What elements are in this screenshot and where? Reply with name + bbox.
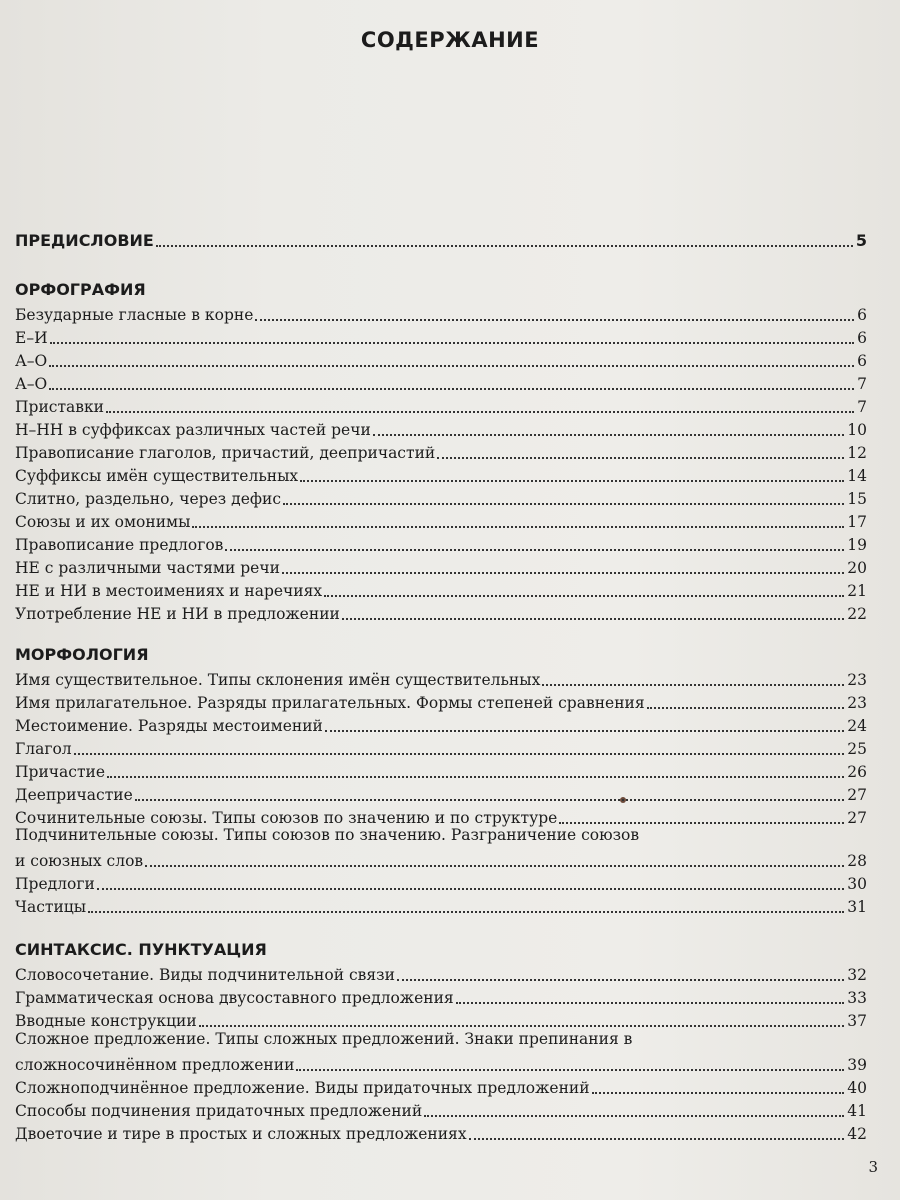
toc-entry[interactable]: сложносочинённом предложении 39 — [15, 1056, 867, 1074]
toc-entry[interactable]: Н–НН в суффиксах различных частей речи 10 — [15, 421, 867, 439]
toc-entry[interactable]: Предлоги 30 — [15, 875, 867, 893]
toc-entry[interactable]: А–О 6 — [15, 352, 867, 370]
toc-entry[interactable]: Правописание глаголов, причастий, деепричастий 12 — [15, 444, 867, 462]
toc-entry-line1: Подчинительные союзы. Типы союзов по значению. Разграничение союзов — [15, 826, 640, 844]
section-heading-orthography: ОРФОГРАФИЯ — [15, 280, 146, 299]
toc-entry[interactable]: НЕ и НИ в местоимениях и наречиях 21 — [15, 582, 867, 600]
toc-entry[interactable]: Безударные гласные в корне 6 — [15, 306, 867, 324]
toc-entry[interactable]: Е–И 6 — [15, 329, 867, 347]
toc-entry[interactable]: НЕ с различными частями речи 20 — [15, 559, 867, 577]
toc-entry[interactable]: Глагол 25 — [15, 740, 867, 758]
toc-entry-line1: Сложное предложение. Типы сложных предложений. Знаки препинания в — [15, 1030, 633, 1048]
toc-entry[interactable]: Местоимение. Разряды местоимений 24 — [15, 717, 867, 735]
toc-entry[interactable]: Причастие 26 — [15, 763, 867, 781]
toc-entry[interactable]: Употребление НЕ и НИ в предложении 22 — [15, 605, 867, 623]
toc-entry[interactable]: Имя существительное. Типы склонения имён существительных 23 — [15, 671, 867, 689]
toc-entry-preface[interactable]: ПРЕДИСЛОВИЕ 5 — [15, 231, 867, 250]
page-title: СОДЕРЖАНИЕ — [360, 28, 540, 52]
toc-entry[interactable]: Двоеточие и тире в простых и сложных предложениях 42 — [15, 1125, 867, 1143]
toc-entry[interactable]: А–О 7 — [15, 375, 867, 393]
toc-entry[interactable]: Союзы и их омонимы 17 — [15, 513, 867, 531]
toc-entry[interactable]: Суффиксы имён существительных 14 — [15, 467, 867, 485]
toc-entry[interactable]: и союзных слов 28 — [15, 852, 867, 870]
toc-entry[interactable]: Способы подчинения придаточных предложений 41 — [15, 1102, 867, 1120]
toc-entry[interactable]: Приставки 7 — [15, 398, 867, 416]
toc-entry[interactable]: Грамматическая основа двусоставного предложения 33 — [15, 989, 867, 1007]
page-number: 3 — [868, 1158, 878, 1176]
toc-entry[interactable]: Деепричастие 27 — [15, 786, 867, 804]
toc-entry[interactable]: Сочинительные союзы. Типы союзов по значению и по структуре 27 — [15, 809, 867, 827]
toc-entry[interactable]: Словосочетание. Виды подчинительной связи 32 — [15, 966, 867, 984]
toc-entry[interactable]: Вводные конструкции 37 — [15, 1012, 867, 1030]
toc-entry[interactable]: Слитно, раздельно, через дефис 15 — [15, 490, 867, 508]
toc-entry[interactable]: Сложноподчинённое предложение. Виды придаточных предложений 40 — [15, 1079, 867, 1097]
toc-entry[interactable]: Имя прилагательное. Разряды прилагательных. Формы степеней сравнения 23 — [15, 694, 867, 712]
section-heading-syntax: СИНТАКСИС. ПУНКТУАЦИЯ — [15, 940, 267, 959]
toc-entry[interactable]: Частицы 31 — [15, 898, 867, 916]
section-heading-morphology: МОРФОЛОГИЯ — [15, 645, 149, 664]
toc-entry[interactable]: Правописание предлогов 19 — [15, 536, 867, 554]
